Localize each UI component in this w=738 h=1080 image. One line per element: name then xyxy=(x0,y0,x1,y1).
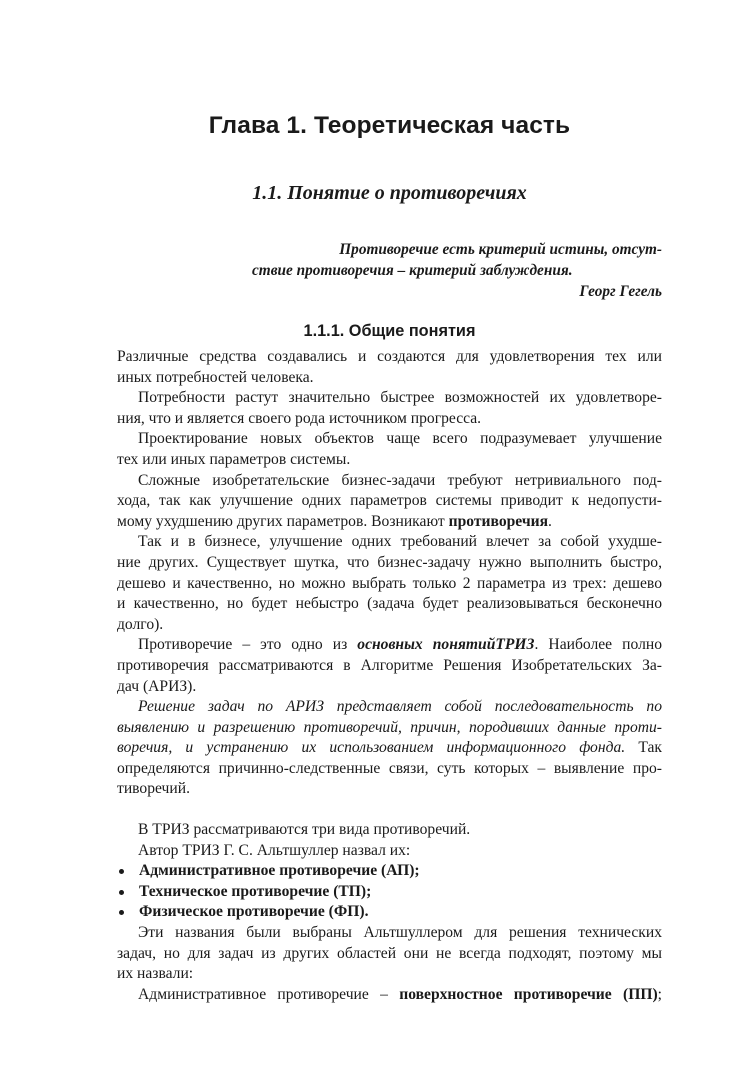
text-run: . Наиболее полно xyxy=(534,636,663,654)
text-run: мому ухудшению других параметров. Возникают xyxy=(117,512,449,530)
body-text xyxy=(117,347,662,1005)
paragraph-2 xyxy=(117,388,662,429)
text-line: ние других. Существует шутка, что бизнес-задачу нужно выполнить быстро, xyxy=(117,553,662,571)
text-run: Административное противоречие – xyxy=(138,985,400,1003)
list-item xyxy=(117,861,662,882)
epigraph-author: Георг Гегель xyxy=(579,283,662,300)
bullet-icon xyxy=(119,890,124,895)
text-line: Сложные изобретательские бизнес-задачи требуют нетривиального под- xyxy=(138,471,662,489)
text-line: дешево и качественно, но можно выбрать только 2 параметра из трех: дешево xyxy=(117,574,662,592)
text-line xyxy=(117,512,662,533)
term-triz-concepts: основных понятийТРИЗ xyxy=(357,636,535,654)
paragraph-4 xyxy=(117,471,662,533)
paragraph-9 xyxy=(117,841,662,862)
text-line: Автор ТРИЗ Г. С. Альтшуллер назвал их: xyxy=(138,841,411,859)
paragraph-10 xyxy=(117,923,662,985)
text-line: тиворечий. xyxy=(117,780,190,798)
paragraph-1 xyxy=(117,347,662,388)
list-item-label: Физическое противоречие (ФП). xyxy=(139,903,369,921)
paragraph-7 xyxy=(117,697,662,800)
text-line xyxy=(117,635,662,656)
text-line: и качественно, но будет небыстро (задача будет реализовываться бесконечно xyxy=(117,595,662,613)
text-line: задач, но для задач из других областей они не всегда подходят, поэтому мы xyxy=(117,944,662,962)
section-title: 1.1. Понятие о противоречиях xyxy=(252,182,527,204)
text-line xyxy=(117,985,662,1006)
text-line: Эти названия были выбраны Альтшуллером для решения технических xyxy=(138,924,662,942)
text-line: дач (АРИЗ). xyxy=(117,677,197,695)
bullet-icon xyxy=(119,910,124,915)
epigraph-line-1: Противоречие есть критерий истины, отсут- xyxy=(339,241,662,258)
epigraph-line-2: ствие противоречия – критерий заблуждения. xyxy=(252,262,573,279)
list-item xyxy=(117,902,662,923)
paragraph-8 xyxy=(117,820,662,841)
text-run: ; xyxy=(657,985,662,1003)
text-line: их назвали: xyxy=(117,965,194,983)
text-line: выявлению и разрешению противоречий, причин, породивших данные проти- xyxy=(117,718,662,736)
text-line: тех или иных параметров системы. xyxy=(117,450,351,468)
text-line: определяются причинно-следственные связи, суть которых – выявление про- xyxy=(117,759,662,777)
text-line: иных потребностей человека. xyxy=(117,368,314,386)
paragraph-11 xyxy=(117,985,662,1006)
text-line: Различные средства создавались и создаются для удовлетворения тех или xyxy=(117,348,662,365)
subsection-title: 1.1.1. Общие понятия xyxy=(303,322,476,340)
epigraph xyxy=(252,239,662,302)
text-run: Так xyxy=(625,739,662,757)
term-contradictions: противоречия xyxy=(448,512,549,530)
paragraph-gap xyxy=(117,800,662,820)
paragraph-5 xyxy=(117,532,662,635)
text-run: . xyxy=(548,512,552,530)
text-line: В ТРИЗ рассматриваются три вида противоречий. xyxy=(138,821,471,839)
text-line: противоречия рассматриваются в Алгоритме Решения Изобретательских За- xyxy=(117,656,662,674)
chapter-title: Глава 1. Теоретическая часть xyxy=(208,112,571,139)
bullet-icon xyxy=(119,869,124,874)
text-run-italic: воречия, и устранению их использованием информационного фонда. xyxy=(117,739,626,757)
contradiction-types-list xyxy=(117,861,662,923)
list-item-label: Техническое противоречие (ТП); xyxy=(139,882,372,900)
text-line xyxy=(117,738,662,759)
list-item xyxy=(117,882,662,903)
text-run: Противоречие – это одно из xyxy=(138,636,358,654)
text-line: Так и в бизнесе, улучшение одних требований влечет за собой ухудше- xyxy=(138,533,662,551)
text-line: долго). xyxy=(117,615,164,633)
text-line: Потребности растут значительно быстрее возможностей их удовлетворе- xyxy=(138,389,662,407)
text-line: ния, что и является своего рода источником прогресса. xyxy=(117,409,482,427)
text-line: хода, так как улучшение одних параметров системы приводит к недопусти- xyxy=(117,492,662,510)
paragraph-3 xyxy=(117,429,662,470)
text-line: Решение задач по АРИЗ представляет собой последовательность по xyxy=(138,698,662,716)
list-item-label: Административное противоречие (АП); xyxy=(139,862,420,880)
paragraph-6 xyxy=(117,635,662,697)
text-line: Проектирование новых объектов чаще всего подразумевает улучшение xyxy=(138,430,662,448)
term-surface-contradiction: поверхностное противоречие (ПП) xyxy=(399,985,658,1003)
